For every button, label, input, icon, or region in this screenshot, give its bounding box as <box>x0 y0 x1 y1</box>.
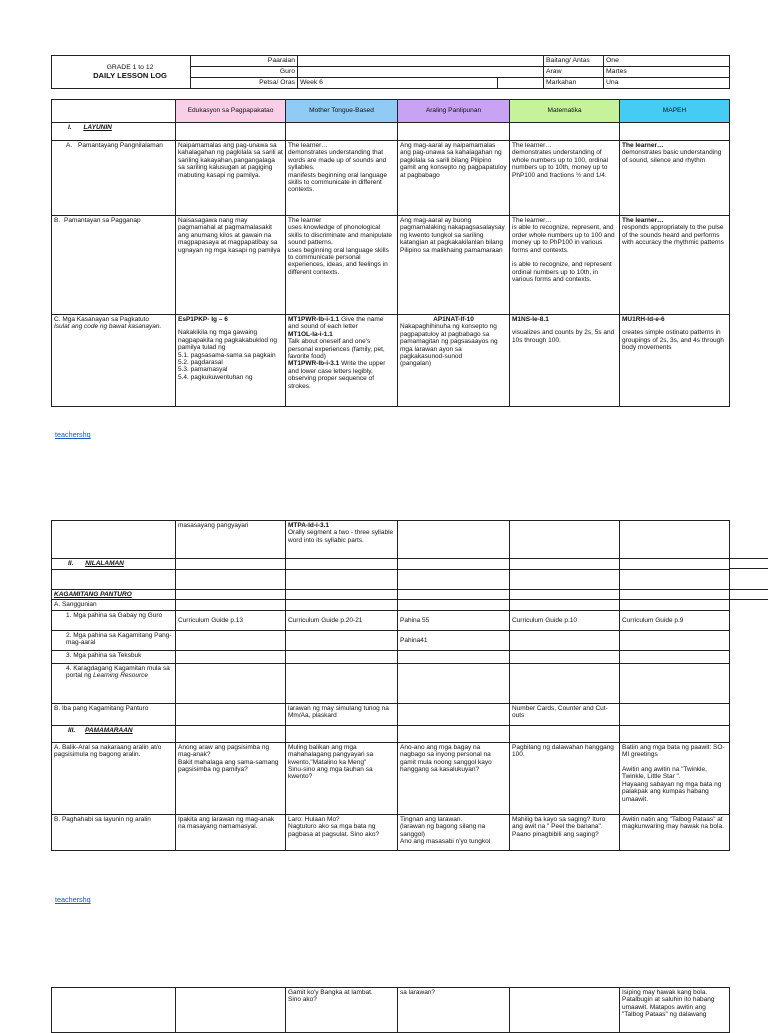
kar-math <box>510 663 620 703</box>
p3-label <box>52 988 176 1033</box>
gabay-ap: Pahina 55 <box>398 610 510 630</box>
nilalaman-title: NILALAMAN <box>85 560 124 567</box>
grade-level-value: One <box>604 56 730 67</box>
ks-mtb-text2: Talk about oneself and one's personal experiences (family, pet, favorite food) <box>288 338 385 361</box>
ks-mapeh-text: creates simple ostinato patterns in groupings of 2s, 3s, and 4s through body movements <box>622 329 724 352</box>
date-label: Petsa/ Oras <box>191 78 298 89</box>
header-table <box>51 55 730 89</box>
kagamitan-label: KAGAMITANG PANTURO <box>52 590 176 600</box>
tek-esp <box>176 650 286 663</box>
continuation-row <box>52 521 730 559</box>
kar-ap <box>398 663 510 703</box>
ks-mtb-code2: MT1OL-Ia-i-1.1 <box>288 330 333 338</box>
layunin-row <box>52 123 730 141</box>
teachershq-link-1[interactable]: teachershq <box>55 430 91 439</box>
layunin-math <box>510 123 620 141</box>
pp-math <box>510 141 620 216</box>
kma-math <box>510 630 620 650</box>
ks-mtb-code3: MT1PWR-Ib-i-3.1 <box>288 360 340 368</box>
subject-math: Matematika <box>510 100 620 123</box>
quarter-value: Una <box>604 78 730 89</box>
balik-aral-mtb: Muling balikan ang mga mahahalagang pangyayari sa kwento,"Matalino ka Meng" Sinu-sino ang mga tauhan sa kwento? <box>286 742 398 814</box>
nilalaman-row <box>52 559 730 570</box>
kag-mapeh <box>620 590 730 600</box>
sanggunian-row <box>52 600 730 610</box>
balik-aral-ap: Ano-ano ang mga bagay na nagbago sa inyong personal na gamit mula noong sanggol kayo hanggang sa kasalukuyan? <box>398 742 510 814</box>
pg-math <box>510 216 620 315</box>
paghahabi-label: B. Paghahabi sa layunin ng aralin <box>52 814 176 850</box>
iba-mapeh <box>620 703 730 725</box>
teksbuk-row <box>52 650 730 663</box>
pp-esp: Naipamamalas ang pag-unawa sa kahalagahan ng pagkilala sa sarili at sariling kakayahan,pangangalaga sa sariling kalusugan at pagiging mabuting kasapi ng pamilya. <box>176 141 286 216</box>
subject-ap: Araling Panlipunan <box>398 100 510 123</box>
ks-mtb <box>286 315 398 407</box>
school-label: Paaralan <box>191 56 298 67</box>
sang-mapeh <box>620 600 730 610</box>
ks-ap-text: Nakapaghihinuha ng konsepto ng pagpapatuloy at pagbabago sa pamamagitan ng pagsasaayos ng mga larawan ayon sa pagkakasunod-sunod (pangalan) <box>400 323 498 368</box>
grade-level-label: Baitang/ Antas <box>544 56 604 67</box>
pg-ap: Ang mag-aaral ay buong pagmamalaking nakapagsasalaysay ng kwento tungkol sa sariling katangian at pagkakakilanlan bilang Pilipino sa malikhaing pamamaraan <box>398 216 510 315</box>
cont-ap <box>398 521 510 559</box>
pam-math <box>510 725 620 742</box>
pp-mapeh-head: The learner… <box>622 142 664 149</box>
layunin-esp <box>176 123 286 141</box>
cont-math <box>510 521 620 559</box>
nilalaman-label <box>52 559 176 570</box>
ks-mtb-text3: Write the upper and lower case letters legibly, observing proper sequence of strokes. <box>288 360 386 390</box>
paghahabi-mtb: Laro: Hulaan Mo? Nagtuturo ako sa mga bata ng pagbasa at pagsulat. Sino ako? <box>286 814 398 850</box>
cont-mtb <box>286 521 398 559</box>
pam-esp <box>176 725 286 742</box>
iba-mtb: larawan ng may simulang tunog na Mm/Aa, plaskard <box>286 703 398 725</box>
pamamaraan-row <box>52 725 730 742</box>
pg-esp: Naisasagawa nang may pagmamahal at pagmamalasakit ang anumang kilos at gawain na magpapasaya at magpapatibay sa ugnayan ng mga kasapi ng pamilya <box>176 216 286 315</box>
nil-esp <box>176 559 286 570</box>
tek-math <box>510 650 620 663</box>
cont-mtb-text: Orally segment a two - three syllable word into its syllabic parts. <box>288 529 394 544</box>
pam-ap <box>398 725 510 742</box>
pg-mtb-text: uses knowledge of phonological skills to discriminate and manipulate sound patterns. uses beginning oral language skills to communicate personal experiences, ideas, and feelings in different contexts. <box>288 224 393 276</box>
kag-esp <box>176 590 286 600</box>
date-extra <box>498 78 544 89</box>
pamamaraan-label <box>52 725 176 742</box>
ks-ap <box>398 315 510 407</box>
blank-corner <box>52 100 176 123</box>
pg-math-text: is able to recognize, represent, and order whole numbers up to 100 and money up to PhP100 in various forms and contexts. is able to recognize, and represent ordinal numbers up to 10th, in various forms and contexts. <box>512 224 615 284</box>
nil-blank-math <box>510 570 620 590</box>
pam-mapeh <box>620 725 730 742</box>
kag-ap <box>398 590 510 600</box>
pp-mtb-text: demonstrates understanding that words are made up of sounds and syllables. manifests beginning oral language skills to communicate in different contexts. <box>288 149 388 194</box>
pp-label <box>52 141 176 216</box>
ks-label <box>52 315 176 407</box>
paghahabi-ap: Tingnan ang larawan. (larawan ng bagong silang na sanggol) Ano ang masasabi n'yo tungkol <box>398 814 510 850</box>
iba-math: Number Cards, Counter and Cut-outs <box>510 703 620 725</box>
pg-title: Pamantayan sa Pagganap <box>64 217 141 224</box>
pp-mtb-head: The learner… <box>288 142 328 149</box>
balik-aral-math: Pagbilang ng dalawahan hanggang 100. <box>510 742 620 814</box>
nil-math <box>510 559 620 570</box>
balik-aral-row <box>52 742 730 814</box>
iba-pa-label: B. Iba pang Kagamitang Panturo <box>52 703 176 725</box>
kagamitan-row <box>52 590 730 600</box>
ks-mtb-text1: Give the name and sound of each letter <box>288 316 384 331</box>
tek-ap <box>398 650 510 663</box>
kagamitang-mag-aaral-row <box>52 630 730 650</box>
nilalaman-overflow-line <box>729 558 768 569</box>
teksbuk-label: 3. Mga pahina sa Teksbuk <box>52 650 176 663</box>
layunin-ap <box>398 123 510 141</box>
karagdagang-row <box>52 663 730 703</box>
cont-esp: masasayang pangyayari <box>176 521 286 559</box>
page3-row <box>52 988 730 1033</box>
teacher-value <box>298 67 544 78</box>
pp-mtb <box>286 141 398 216</box>
pp-math-head: The learner… <box>512 142 552 149</box>
karagdagang-text: 4. Karagdagang Kagamitan mula sa portal ng <box>66 664 170 680</box>
ks-title: Mga Kasanayan sa Pagkatuto <box>62 316 150 323</box>
ks-math-text: visualizes and counts by 2s, 5s and 10s through 100. <box>512 329 615 344</box>
ks-math <box>510 315 620 407</box>
paghahabi-esp: Ipakita ang larawan ng mag-anak na masayang namamasyal. <box>176 814 286 850</box>
gabay-row <box>52 610 730 630</box>
pamamaraan-num: III. <box>68 726 76 734</box>
kma-ap: Pahina41 <box>398 630 510 650</box>
kma-label: 2. Mga pahina sa Kagamitang Pang-mag-aaral <box>52 630 176 650</box>
subject-mapeh: MAPEH <box>620 100 730 123</box>
cont-mapeh <box>620 521 730 559</box>
pg-mapeh <box>620 216 730 315</box>
kar-mapeh <box>620 663 730 703</box>
gabay-mapeh: Curriculum Guide p.9 <box>620 610 730 630</box>
cont-mtb-code: MTPA-Id-i-3.1 <box>288 522 330 529</box>
nil-blank-mtb <box>286 570 398 590</box>
layunin-num: I. <box>68 124 72 131</box>
pg-label <box>52 216 176 315</box>
gabay-esp: Curriculum Guide p.13 <box>176 610 286 630</box>
tek-mapeh <box>620 650 730 663</box>
kasanayan-row <box>52 315 730 407</box>
teacher-label: Guro <box>191 67 298 78</box>
nil-blank-row <box>52 570 730 590</box>
sang-ap <box>398 600 510 610</box>
p3-esp <box>176 988 286 1033</box>
lesson-log-title: DAILY LESSON LOG <box>93 71 167 80</box>
date-value: Week 6 <box>298 78 498 89</box>
subject-mtb: Mother Tongue-Based <box>286 100 398 123</box>
pg-mapeh-head: The learner… <box>622 217 664 224</box>
iba-esp <box>176 703 286 725</box>
nil-blank-ap <box>398 570 510 590</box>
school-value <box>298 56 544 67</box>
ks-mapeh <box>620 315 730 407</box>
ks-esp-text: Nakakikila ng mga gawaing nagpapakita ng pagkakabuklod ng pamilya tulad ng 5.1. pagsasama-sama sa pagkain 5.2. pagdarasal 5.3. pamamasyal 5.4. pagkukuwentuhan ng <box>178 329 278 381</box>
subject-esp: Edukasyon sa Pagpapakatao <box>176 100 286 123</box>
continuation-table <box>51 987 730 1033</box>
karagdagang-label <box>52 663 176 703</box>
tek-mtb <box>286 650 398 663</box>
teachershq-link-2[interactable]: teachershq <box>55 895 91 904</box>
layunin-mtb <box>286 123 398 141</box>
p3-ap: sa larawan? <box>398 988 510 1033</box>
sang-esp <box>176 600 286 610</box>
gabay-mtb: Curriculum Guide p.20-21 <box>286 610 398 630</box>
iba-pa-row <box>52 703 730 725</box>
nil-blank-esp <box>176 570 286 590</box>
ks-sub: Isulat ang code ng bawat kasanayan. <box>54 323 162 331</box>
paghahabi-row <box>52 814 730 850</box>
nil-blank-mapeh <box>620 570 730 590</box>
kma-esp <box>176 630 286 650</box>
grade-range: GRADE 1 to 12 <box>106 64 154 71</box>
quarter-label: Markahan <box>544 78 604 89</box>
sanggunian-label: A. Sanggunian <box>52 600 176 610</box>
pp-ap: Ang mag-aaral ay naipamamalas ang pag-unawa sa kahalagahan ng pagkilala sa sarili bilang Pilipino gamit ang konsepto ng pagpapatuloy at pagbabago <box>398 141 510 216</box>
kar-mtb <box>286 663 398 703</box>
ks-esp-code: EsP1PKP- Ig – 6 <box>178 316 228 323</box>
kar-esp <box>176 663 286 703</box>
ks-mapeh-code: MU1RH-Id-e-6 <box>622 316 665 323</box>
content-table <box>51 520 730 851</box>
pp-math-text: demonstrates understanding of whole numbers up to 100, ordinal numbers up to 10th, money up to PhP100 and fractions ½ and 1/4. <box>512 149 609 179</box>
nil-blank-label <box>52 570 176 590</box>
pg-mtb-head: The learner <box>288 217 322 224</box>
pamantayang-pangnilalaman-row <box>52 141 730 216</box>
kag-mtb <box>286 590 398 600</box>
ks-ap-code: AP1NAT-If-10 <box>433 316 474 323</box>
cont-label <box>52 521 176 559</box>
p3-mtb: Gamit ko'y Bangka at lambat. Sino ako? <box>286 988 398 1033</box>
pg-math-head: The learner… <box>512 217 552 224</box>
ks-num: C. <box>54 316 61 323</box>
pamamaraan-title: PAMAMARAAN <box>85 726 133 734</box>
layunin-mapeh <box>620 123 730 141</box>
day-label: Araw <box>544 67 604 78</box>
pam-mtb <box>286 725 398 742</box>
iba-ap <box>398 703 510 725</box>
ks-mtb-code1: MT1PWR-Ib-i-1.1 <box>288 316 340 323</box>
day-value: Martes <box>604 67 730 78</box>
pg-num: B. <box>54 217 61 224</box>
pamantayan-pagganap-row <box>52 216 730 315</box>
pp-mapeh-text: demonstrates basic understanding of sound, silence and rhythm <box>622 149 722 164</box>
nil-mtb <box>286 559 398 570</box>
sang-math <box>510 600 620 610</box>
pp-num: A. <box>66 142 73 149</box>
layunin-title: LAYUNIN <box>83 124 112 131</box>
paghahabi-math: Mahilig ba kayo sa saging? Ituro ang awit na " Peel the banana". Paano pinagbibili ang saging? <box>510 814 620 850</box>
p3-mapeh: Isiping may hawak kang bola. Patalbugin at saluhin ito habang umaawit. Matapos awitin ang "Talbog Pataas" ng dalawang <box>620 988 730 1033</box>
objectives-table <box>51 99 730 407</box>
pg-mapeh-text: responds appropriately to the pulse of the sounds heard and performs with accuracy the rhythmic patterns <box>622 224 724 247</box>
paghahabi-mapeh: Awitin natin ang "Talbog Pataas" at magkunwaring may hawak na bola. <box>620 814 730 850</box>
pp-title: Pamantayang Pangnilalaman <box>78 142 163 149</box>
layunin-label <box>52 123 176 141</box>
subject-header-row <box>52 100 730 123</box>
sang-mtb <box>286 600 398 610</box>
nil-ap <box>398 559 510 570</box>
kma-mapeh <box>620 630 730 650</box>
balik-aral-label: A. Balik-Aral sa nakaraang aralin at/o pagsisimula ng bagong aralin. <box>52 742 176 814</box>
pg-mtb <box>286 216 398 315</box>
kagamitan-overflow-line <box>729 589 768 600</box>
kag-math <box>510 590 620 600</box>
karagdagang-italic: Learning Resource <box>93 672 149 680</box>
nilalaman-num: II. <box>68 560 74 567</box>
nil-mapeh <box>620 559 730 570</box>
ks-math-code: M1NS-Ie-8.1 <box>512 316 549 323</box>
header-title-cell <box>52 56 191 89</box>
ks-esp <box>176 315 286 407</box>
kma-mtb <box>286 630 398 650</box>
gabay-label: 1. Mga pahina sa Gabay ng Guro <box>52 610 176 630</box>
pp-mapeh <box>620 141 730 216</box>
gabay-math: Curriculum Guide p.10 <box>510 610 620 630</box>
p3-math <box>510 988 620 1033</box>
balik-aral-esp: Anong araw ang pagsisimba ng mag-anak? Bakit mahalaga ang sama-samang pagsisimba ng pamilya? <box>176 742 286 814</box>
balik-aral-mapeh: Batiin ang mga bata ng paawit: SO-MI greetings Awitin ang awitin na "Twinkle, Twinkle, Little Star ". Hayaang sabayan ng mga bata ng palakpak ang kumpas habang umaawit. <box>620 742 730 814</box>
